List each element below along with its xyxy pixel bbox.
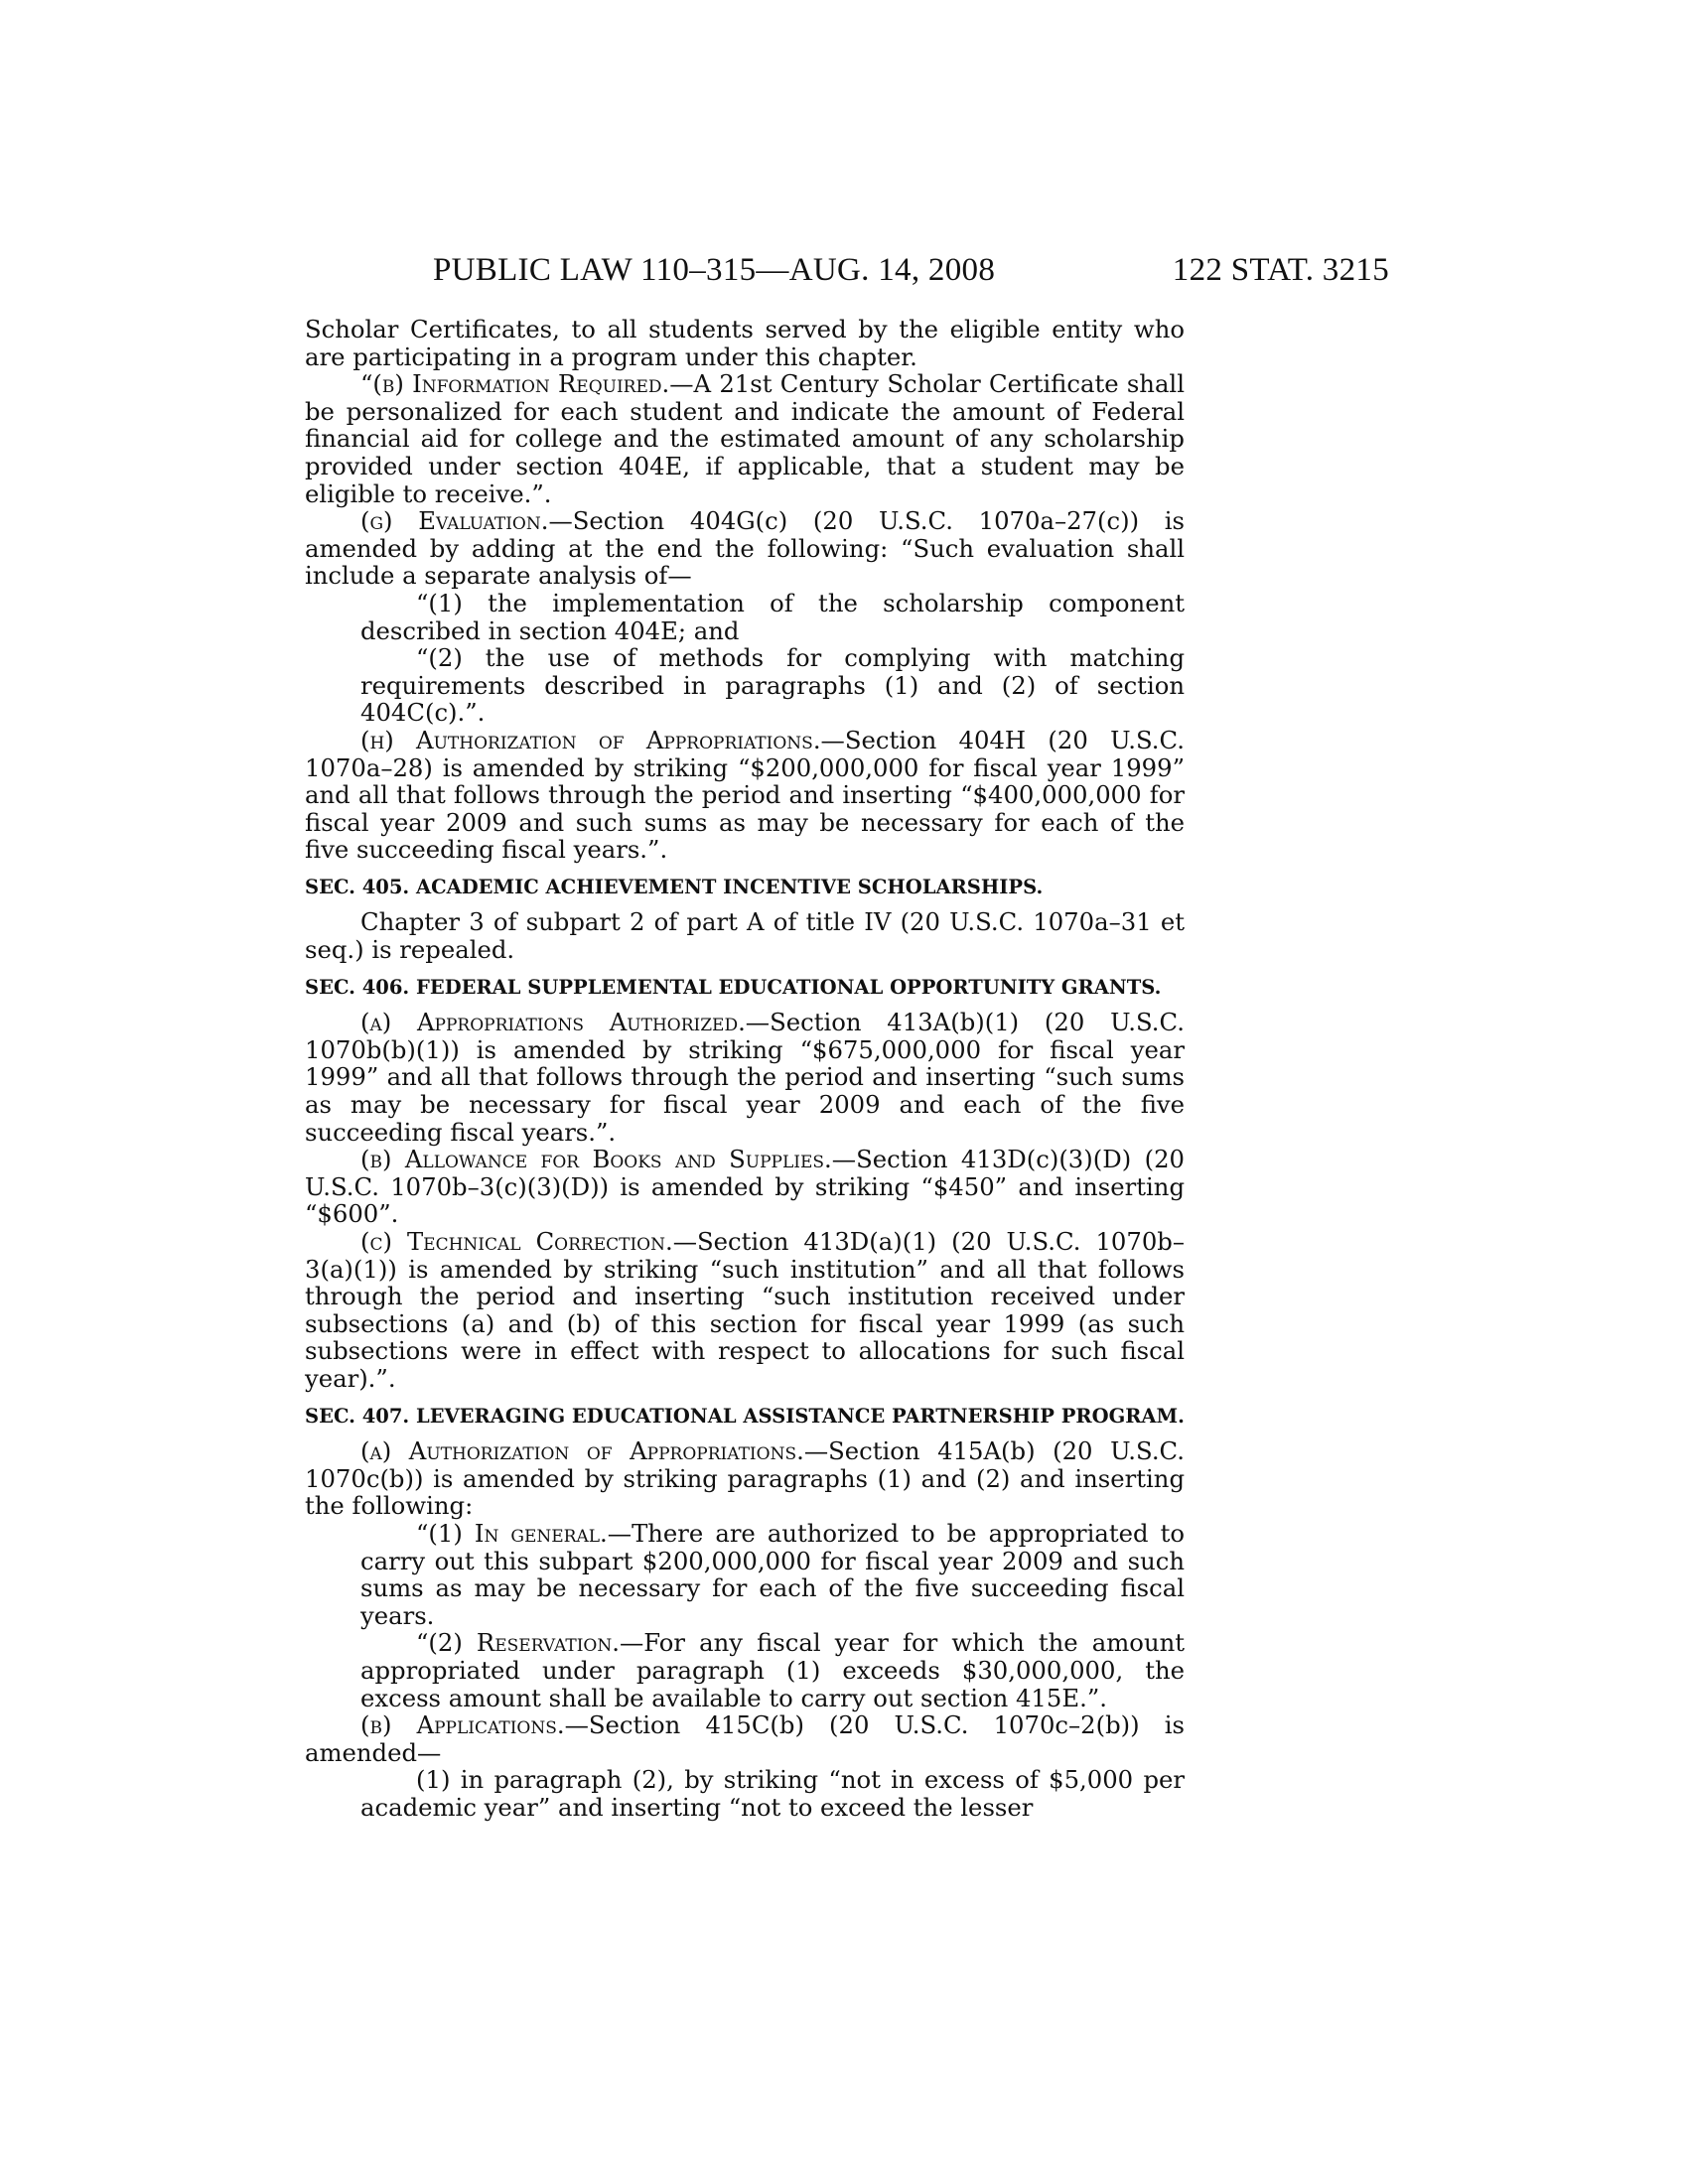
paragraph-item-1: “(1) the implementation of the scholarship component described in section 404E; and <box>360 588 1185 645</box>
paragraph-chapter-3-repealed: Chapter 3 of subpart 2 of part A of title IV (20 U.S.C. 1070a–31 et seq.) is repealed. <box>305 907 1185 965</box>
heading-technical-correction: (c) Technical Correction. <box>360 1227 673 1256</box>
heading-in-general: “(1) In general. <box>416 1518 608 1548</box>
public-law-header: PUBLIC LAW 110–315—AUG. 14, 2008 <box>433 252 996 288</box>
heading-books-supplies: (b) Allowance for Books and Supplies. <box>360 1145 832 1174</box>
stat-page-number: 122 STAT. 3215 <box>1172 252 1389 288</box>
document-body <box>305 316 1185 1821</box>
page-header <box>433 252 1389 292</box>
paragraph-applications <box>305 1711 1185 1766</box>
paragraph-evaluation <box>305 507 1185 590</box>
paragraph-information-required <box>305 370 1185 507</box>
heading-authorization-404h: (h) Authorization of Appropriations. <box>360 725 821 754</box>
heading-information-required: “(b) Information Required. <box>360 369 670 399</box>
heading-appropriations-authorized: (a) Appropriations Authorized. <box>360 1008 746 1037</box>
heading-reservation: “(2) Reservation. <box>416 1628 620 1658</box>
text-evaluation: —Section 404G(c) (20 U.S.C. 1070a–27(c)) is amended by adding at the end the following: “Such evaluation shall include a separate analysis of— <box>305 506 1185 591</box>
paragraph-authorization-415a <box>305 1437 1185 1520</box>
paragraph-item-paragraph-2: (1) in paragraph (2), by striking “not in excess of $5,000 per academic year” and inserting “not to exceed the lesser <box>360 1765 1185 1822</box>
section-heading-405: SEC. 405. ACADEMIC ACHIEVEMENT INCENTIVE SCHOLARSHIPS. <box>305 875 1044 898</box>
paragraph-authorization-404h <box>305 727 1185 864</box>
text-books-supplies: —Section 413D(c)(3)(D) (20 U.S.C. 1070b–3(c)(3)(D)) is amended by striking “$450” and inserting “$600”. <box>305 1145 1185 1229</box>
paragraph-reservation <box>305 1629 1185 1711</box>
heading-evaluation: (g) Evaluation. <box>360 506 549 536</box>
section-heading-406: SEC. 406. FEDERAL SUPPLEMENTAL EDUCATIONAL OPPORTUNITY GRANTS. <box>305 975 1162 999</box>
paragraph-technical-correction <box>305 1228 1185 1393</box>
paragraph-books-supplies <box>305 1146 1185 1228</box>
text-applications: —Section 415C(b) (20 U.S.C. 1070c–2(b)) is amended— <box>305 1710 1185 1767</box>
text-in-general: —There are authorized to be appropriated to carry out this subpart $200,000,000 for fiscal year 2009 and such sums as may be necessary for each of the five succeeding fiscal years. <box>360 1518 1185 1630</box>
paragraph-item-2: “(2) the use of methods for complying with matching requirements described in paragraphs (1) and (2) of section 404C(c).”. <box>360 643 1185 728</box>
text-appropriations-authorized: —Section 413A(b)(1) (20 U.S.C. 1070b(b)(1)) is amended by striking “$675,000,000 for fiscal year 1999” and all that follows through the period and inserting “such sums as may be necessary for fiscal year 2009 and each of the five succeeding fiscal years.”. <box>305 1008 1185 1147</box>
text-authorization-404h: —Section 404H (20 U.S.C. 1070a–28) is amended by striking “$200,000,000 for fiscal year 1999” and all that follows through the period and inserting “$400,000,000 for fiscal year 2009 and such sums as may be necessary for each of the five succeeding fiscal years.”. <box>305 725 1185 865</box>
section-heading-407: SEC. 407. LEVERAGING EDUCATIONAL ASSISTANCE PARTNERSHIP PROGRAM. <box>305 1404 1185 1428</box>
text-technical-correction: —Section 413D(a)(1) (20 U.S.C. 1070b–3(a)(1)) is amended by striking “such institution” and all that follows through the period and inserting “such institution received under subsections (a) and (b) of this section for fiscal year 1999 (as such subsections were in effect with respect to allocations for such fiscal year).”. <box>305 1227 1185 1393</box>
text-authorization-415a: —Section 415A(b) (20 U.S.C. 1070c(b)) is amended by striking paragraphs (1) and (2) and inserting the following: <box>305 1436 1185 1521</box>
paragraph-in-general <box>305 1520 1185 1629</box>
paragraph-scholar-certificates: Scholar Certificates, to all students served by the eligible entity who are participating in a program under this chapter. <box>305 315 1185 371</box>
text-information-required: —A 21st Century Scholar Certificate shall be personalized for each student and indicate the amount of Federal financial aid for college and the estimated amount of any scholarship provided under section 404E, if applicable, that a student may be eligible to receive.”. <box>305 369 1185 508</box>
heading-applications: (b) Applications. <box>360 1710 565 1740</box>
heading-authorization-415a: (a) Authorization of Appropriations. <box>360 1436 804 1466</box>
text-reservation: —For any fiscal year for which the amount appropriated under paragraph (1) exceeds $30,000,000, the excess amount shall be available to carry out section 415E.”. <box>360 1628 1185 1712</box>
paragraph-appropriations-authorized <box>305 1009 1185 1146</box>
